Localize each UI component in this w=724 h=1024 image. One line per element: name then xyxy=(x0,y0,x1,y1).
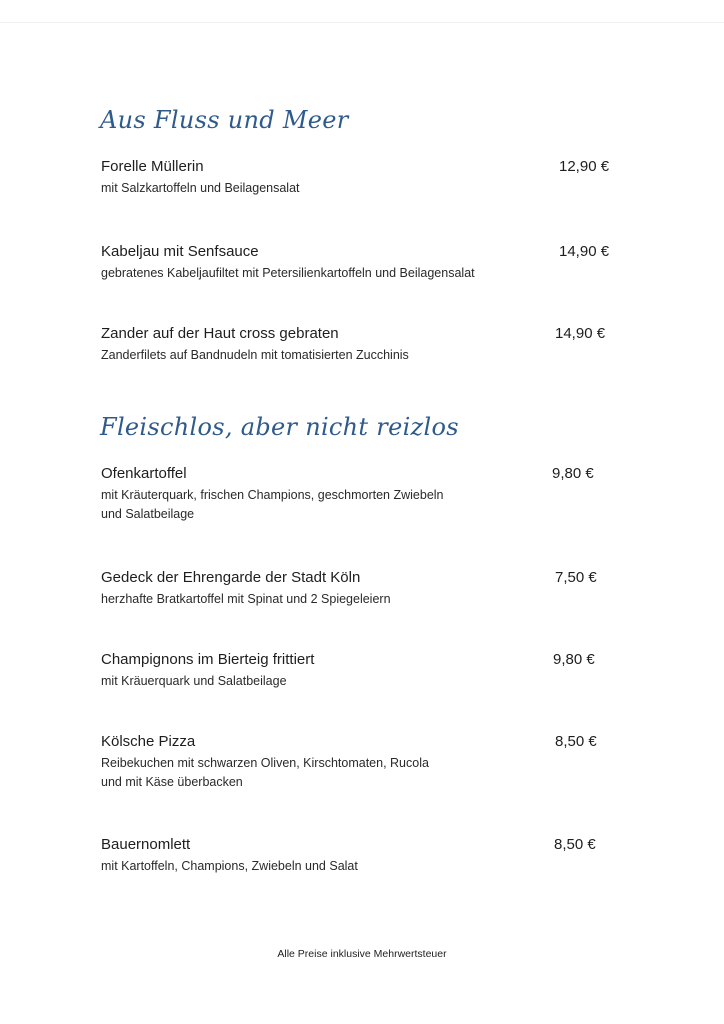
menu-item-price: 14,90 € xyxy=(559,243,610,260)
menu-item-description: mit Kräuerquark und Salatbeilage xyxy=(101,674,287,688)
menu-item-description: Reibekuchen mit schwarzen Oliven, Kirschtomaten, Rucola und mit Käse überbacken xyxy=(101,756,429,789)
menu-item-name: Zander auf der Haut cross gebraten xyxy=(101,325,339,342)
menu-item-price: 12,90 € xyxy=(559,158,610,175)
menu-item-name: Bauernomlett xyxy=(101,836,191,853)
menu-item-price: 8,50 € xyxy=(555,733,597,750)
menu-item-price: 9,80 € xyxy=(553,651,595,668)
menu-item-description: mit Kräuterquark, frischen Champions, geschmorten Zwiebeln und Salatbeilage xyxy=(101,488,444,521)
menu-item-name: Kölsche Pizza xyxy=(101,733,196,750)
footer-vat-note: Alle Preise inklusive Mehrwertsteuer xyxy=(277,948,447,960)
menu-item-description: gebratenes Kabeljaufiltet mit Petersilienkartoffeln und Beilagensalat xyxy=(101,266,475,280)
menu-item-price: 8,50 € xyxy=(554,836,596,853)
menu-item-description: herzhafte Bratkartoffel mit Spinat und 2 Spiegeleiern xyxy=(101,592,391,606)
menu-item-description: mit Kartoffeln, Champions, Zwiebeln und Salat xyxy=(101,859,358,873)
menu-item-price: 7,50 € xyxy=(555,569,597,586)
section-title-vegetarian: Fleischlos, aber nicht reizlos xyxy=(100,413,459,441)
menu-item-description: mit Salzkartoffeln und Beilagensalat xyxy=(101,181,300,195)
menu-item-name: Kabeljau mit Senfsauce xyxy=(101,243,259,260)
menu-item-price: 9,80 € xyxy=(552,465,594,482)
menu-item-name: Ofenkartoffel xyxy=(101,465,187,482)
menu-item-price: 14,90 € xyxy=(555,325,606,342)
menu-item-description: Zanderfilets auf Bandnudeln mit tomatisierten Zucchinis xyxy=(101,348,409,362)
menu-item-name: Forelle Müllerin xyxy=(101,158,204,175)
section-title-fish: Aus Fluss und Meer xyxy=(100,106,349,134)
menu-item-name: Gedeck der Ehrengarde der Stadt Köln xyxy=(101,569,361,586)
page-top-edge-line xyxy=(0,22,724,23)
menu-item-name: Champignons im Bierteig frittiert xyxy=(101,651,315,668)
